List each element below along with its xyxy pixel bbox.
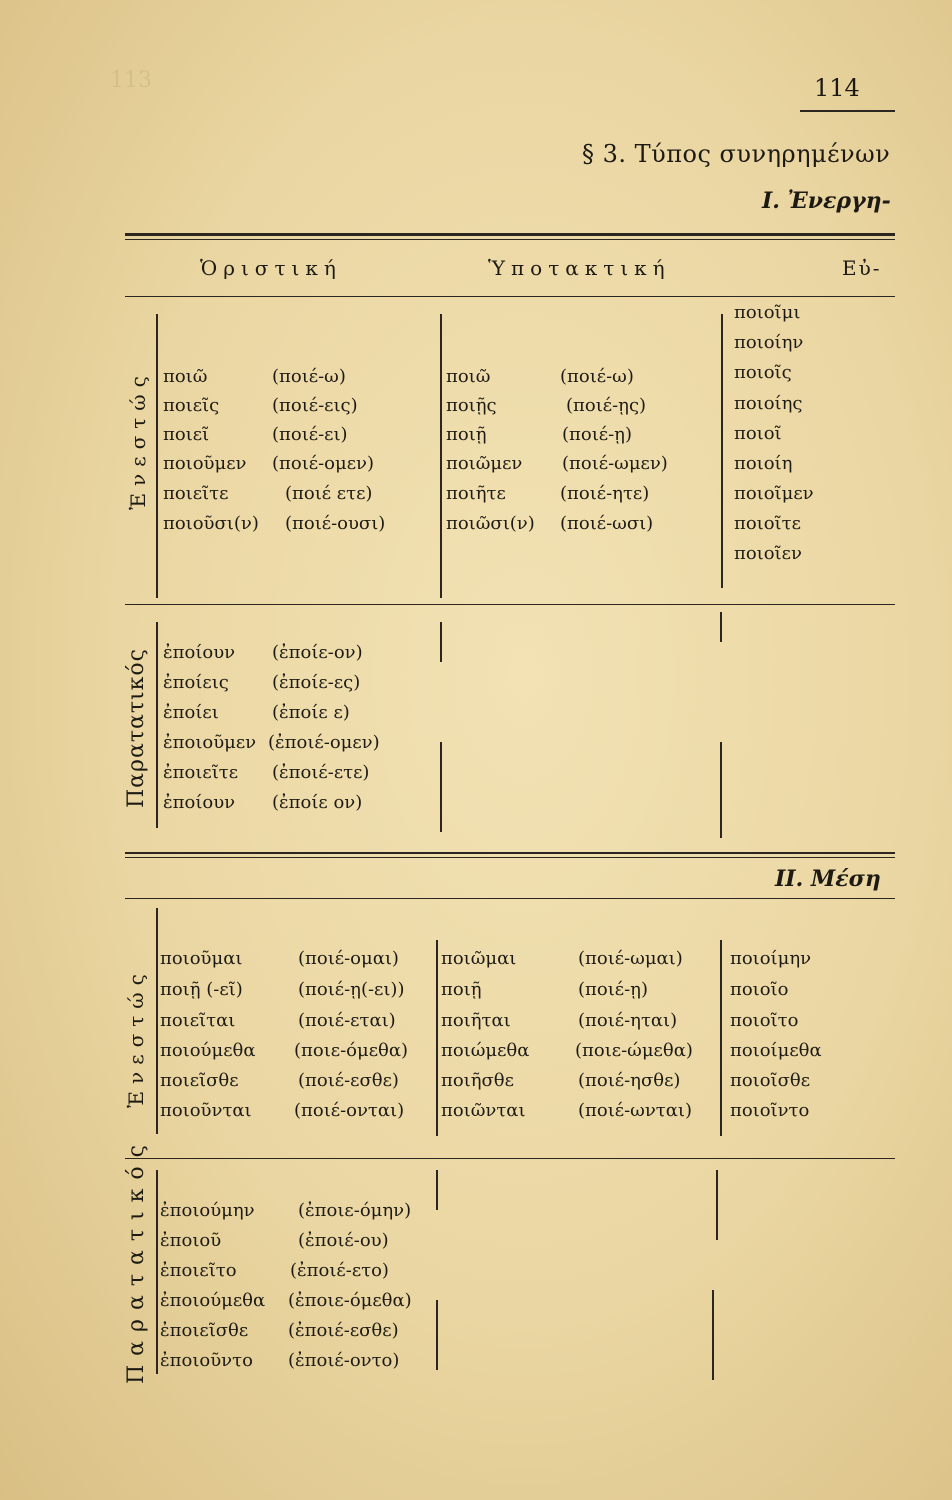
analysis: (ποιέ-εται) xyxy=(298,1010,396,1031)
form: ποιῶσι(ν) xyxy=(446,513,535,534)
analysis: (ποιέ-ωνται) xyxy=(578,1100,692,1121)
form: ποιοῦνται xyxy=(160,1100,252,1121)
analysis: (ἐποίε-ες) xyxy=(272,672,361,693)
form: ποιῆτε xyxy=(446,483,506,504)
form: ἐποιοῦ xyxy=(160,1230,222,1251)
row-label-middle-present: Ἐνεστώς xyxy=(124,967,148,1108)
middle-imperfect-divider-d xyxy=(712,1290,714,1380)
analysis: (ποιέ-ει) xyxy=(272,424,348,445)
middle-indicative-subjunctive-divider xyxy=(436,940,438,1136)
analysis: (ποιέ-ονται) xyxy=(294,1100,405,1121)
form: ποιῇς xyxy=(446,395,497,416)
active-imperfect-divider-b xyxy=(440,742,442,832)
middle-top-rule-thin xyxy=(125,857,895,858)
form: ἐποίεις xyxy=(163,672,229,693)
optative-form: ποιοῖντο xyxy=(730,1100,810,1121)
middle-imperfect-divider-b xyxy=(436,1300,438,1370)
form: ἐποιούμεθα xyxy=(160,1290,266,1311)
optative-form: ποιοίην xyxy=(734,332,804,353)
analysis: (ἐποίε-ον) xyxy=(272,642,363,663)
form: ποιεῖς xyxy=(163,395,220,416)
analysis: (ποιέ-εσθε) xyxy=(298,1070,399,1091)
middle-imperfect-label-divider xyxy=(156,1170,158,1374)
analysis: (ποιέ-ηται) xyxy=(578,1010,678,1031)
optative-form: ποιοίμεθα xyxy=(730,1040,822,1061)
form: ποιούμεθα xyxy=(160,1040,256,1061)
column-header-indicative: Ὁριστική xyxy=(200,256,342,280)
form: ἐποιεῖτε xyxy=(163,762,239,783)
active-indicative-subjunctive-divider xyxy=(440,314,442,598)
analysis: (ἐποιέ-ομεν) xyxy=(268,732,380,753)
form: ποιῇ (-εῖ) xyxy=(160,979,243,1000)
middle-subjunctive-optative-divider xyxy=(720,940,722,1136)
analysis: (ποιέ-ομαι) xyxy=(298,948,399,969)
optative-form: ποιοῖο xyxy=(730,979,789,1000)
form: ποιεῖσθε xyxy=(160,1070,239,1091)
form: ποιῶμεν xyxy=(446,453,523,474)
active-subjunctive-optative-divider xyxy=(721,314,723,588)
form: ποιῶ xyxy=(163,366,208,387)
analysis: (ποιέ-ουσι) xyxy=(285,513,386,534)
form: ποιῆσθε xyxy=(441,1070,514,1091)
analysis: (ποιέ-εις) xyxy=(272,395,358,416)
form: ἐποιοῦμεν xyxy=(163,732,257,753)
voice-heading-active: I. Ἐνεργη- xyxy=(762,188,891,214)
form: ἐποιούμην xyxy=(160,1200,255,1221)
optative-form: ποιοῖτε xyxy=(734,513,801,534)
active-imperfect-divider-a xyxy=(440,622,442,662)
page-number: 114 xyxy=(814,74,860,102)
optative-form: ποιοῖς xyxy=(734,362,792,383)
middle-row-label-divider xyxy=(156,908,158,1134)
optative-form: ποιοίης xyxy=(734,393,803,414)
analysis: (ποιέ-ωσι) xyxy=(560,513,654,534)
middle-top-rule xyxy=(125,852,895,854)
active-imperfect-divider-d xyxy=(720,742,722,838)
form: ἐποίουν xyxy=(163,642,236,663)
analysis: (ποιέ-ομεν) xyxy=(272,453,374,474)
analysis: (ἐποιέ-ου) xyxy=(298,1230,389,1251)
optative-form: ποιοίη xyxy=(734,453,793,474)
form: ἐποιεῖσθε xyxy=(160,1320,249,1341)
analysis: (ποιέ-ητε) xyxy=(560,483,650,504)
page-number-rule xyxy=(800,110,895,112)
active-tense-rule xyxy=(125,604,895,605)
row-label-active-imperfect: Παρατατικός xyxy=(124,648,149,808)
form: ποιῇ xyxy=(441,979,482,1000)
optative-form: ποιοῖμι xyxy=(734,302,801,323)
form: ποιοῦμεν xyxy=(163,453,247,474)
middle-imperfect-divider-a xyxy=(436,1170,438,1210)
column-header-optative: Εὐ- xyxy=(842,256,882,280)
form: ποιῶμαι xyxy=(441,948,517,969)
analysis: (ἐποίε ε) xyxy=(272,702,350,723)
column-header-subjunctive: Ὑποτακτική xyxy=(488,256,671,280)
optative-form: ποιοίμην xyxy=(730,948,812,969)
active-row-label-divider xyxy=(156,314,158,598)
bleed-through-page-number: 113 xyxy=(110,68,152,93)
form: ποιῇ xyxy=(446,424,487,445)
header-rule xyxy=(125,296,895,297)
form: ἐποίουν xyxy=(163,792,236,813)
form: ποιώμεθα xyxy=(441,1040,530,1061)
row-label-middle-imperfect: Παρατατικός xyxy=(124,1136,149,1384)
analysis: (ἐποιέ-οντο) xyxy=(288,1350,400,1371)
middle-imperfect-divider-c xyxy=(716,1170,718,1240)
form: ἐποιοῦντο xyxy=(160,1350,253,1371)
form: ἐποίει xyxy=(163,702,219,723)
analysis: (ποιέ-ῃ) xyxy=(578,979,648,1000)
active-imperfect-label-divider xyxy=(156,622,158,828)
analysis: (ἐποιέ-ετο) xyxy=(290,1260,389,1281)
analysis: (ποιε-όμεθα) xyxy=(294,1040,409,1061)
table-top-rule xyxy=(125,233,895,236)
optative-form: ποιοῖμεν xyxy=(734,483,814,504)
analysis: (ποιέ-ω) xyxy=(272,366,346,387)
analysis: (ποιέ-ω) xyxy=(560,366,634,387)
row-label-active-present: Ἐνεστώς xyxy=(126,369,150,510)
analysis: (ἐποιε-όμεθα) xyxy=(288,1290,412,1311)
voice-heading-middle: II. Μέση xyxy=(775,866,881,892)
middle-tense-rule xyxy=(125,1158,895,1159)
optative-form: ποιοῖσθε xyxy=(730,1070,811,1091)
form: ποιεῖ xyxy=(163,424,210,445)
form: ποιεῖται xyxy=(160,1010,236,1031)
form: ποιοῦμαι xyxy=(160,948,243,969)
analysis: (ποιέ-ωμεν) xyxy=(562,453,668,474)
analysis: (ποιέ-ησθε) xyxy=(578,1070,681,1091)
analysis: (ποιέ-ωμαι) xyxy=(578,948,683,969)
analysis: (ἐποιε-όμην) xyxy=(298,1200,412,1221)
active-imperfect-divider-c xyxy=(720,612,722,642)
middle-header-rule xyxy=(125,898,895,899)
form: ποιῶ xyxy=(446,366,491,387)
analysis: (ἐποιέ-ετε) xyxy=(272,762,370,783)
form: ποιῶνται xyxy=(441,1100,526,1121)
analysis: (ποιέ-ῃς) xyxy=(566,395,647,416)
form: ποιεῖτε xyxy=(163,483,229,504)
optative-form: ποιοῖτο xyxy=(730,1010,799,1031)
section-heading: § 3. Τύπος συνηρημένων xyxy=(582,140,891,168)
table-top-rule-thin xyxy=(125,239,895,240)
analysis: (ἐποίε ον) xyxy=(272,792,363,813)
optative-form: ποιοῖεν xyxy=(734,543,802,564)
form: ποιοῦσι(ν) xyxy=(163,513,259,534)
analysis: (ποιέ-ῃ(-ει)) xyxy=(298,979,405,1000)
form: ἐποιεῖτο xyxy=(160,1260,237,1281)
analysis: (ποιε-ώμεθα) xyxy=(575,1040,693,1061)
analysis: (ποιέ ετε) xyxy=(285,483,373,504)
analysis: (ποιέ-ῃ) xyxy=(562,424,632,445)
optative-form: ποιοῖ xyxy=(734,423,782,444)
form: ποιῆται xyxy=(441,1010,511,1031)
analysis: (ἐποιέ-εσθε) xyxy=(288,1320,399,1341)
